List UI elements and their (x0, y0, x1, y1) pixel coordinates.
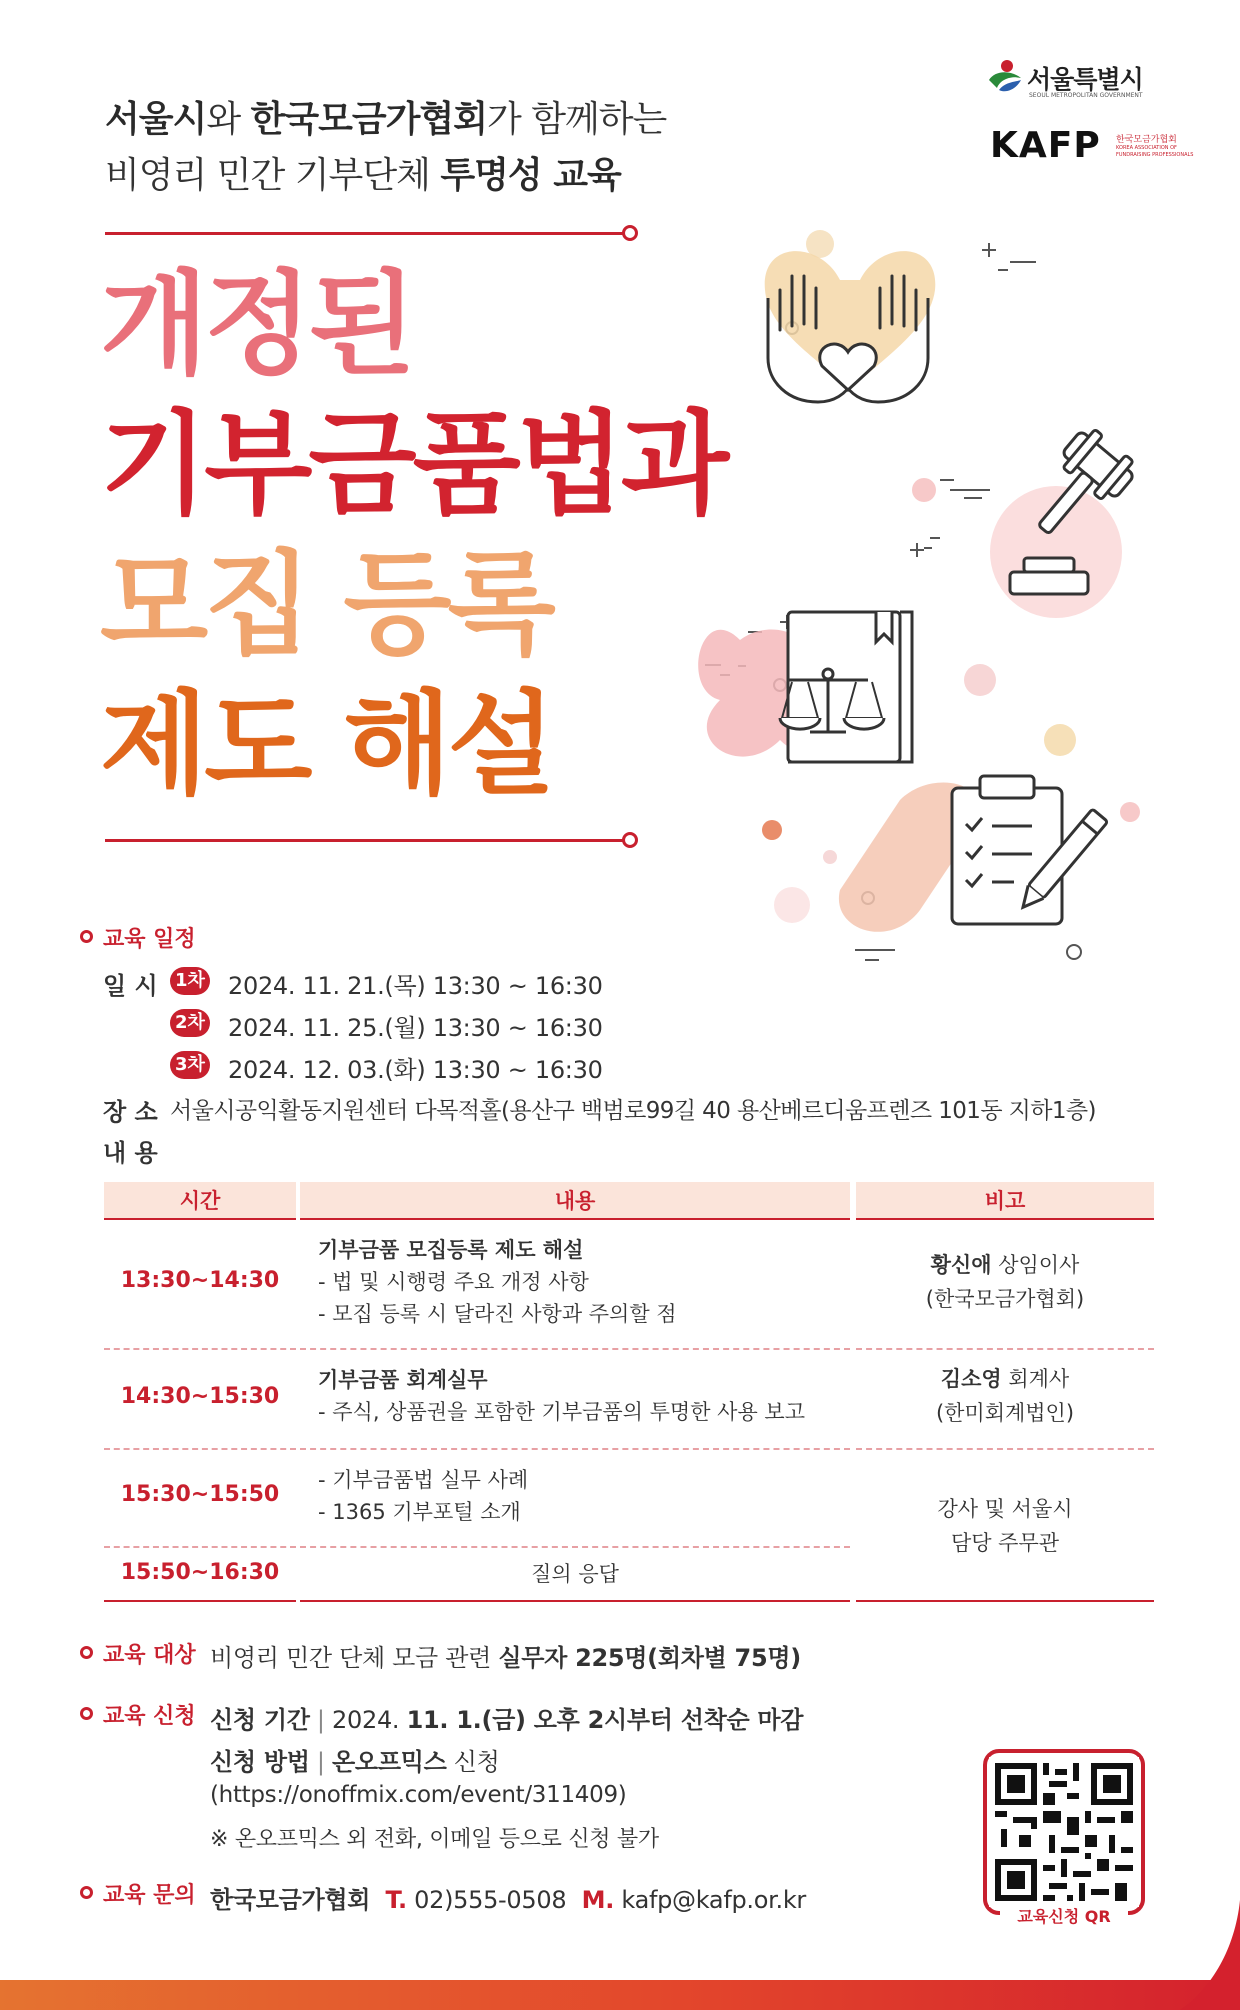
table-row-4-content: 질의 응답 (531, 1562, 619, 1586)
apply-section-dot (80, 1707, 93, 1720)
table-divider (300, 1348, 850, 1350)
decorative-illustration (680, 220, 1200, 980)
contact-info (210, 1880, 806, 1915)
title-top-rule-dot (622, 225, 638, 241)
table-divider (300, 1448, 850, 1450)
schedule-section-dot (80, 930, 93, 943)
table-divider (300, 1546, 850, 1548)
table-row-3-time: 15:30~15:50 (120, 1482, 280, 1507)
table-divider (104, 1546, 296, 1548)
session-date-2: 2024. 11. 25.(월) 13:30 ~ 16:30 (228, 1014, 603, 1042)
kafp-logo (990, 125, 1194, 168)
kafp-logo-ko: 한국모금가협회 (1116, 135, 1177, 145)
qr-caption: 교육신청 QR (1000, 1903, 1128, 1931)
table-bottom-rule (300, 1600, 850, 1602)
subtitle-line-1: 서울시와 한국모금가협회가 함께하는 (105, 99, 667, 140)
table-row-2-title: 기부금품 회계실무 (318, 1368, 488, 1392)
title-top-rule (105, 232, 627, 235)
place-label: 장 소 (103, 1098, 158, 1126)
kafp-logo-en: KOREA ASSOCIATION OF FUNDRAISING PROFESSIONALS (1116, 145, 1194, 158)
table-row-1-item-2: - 모집 등록 시 달라진 사항과 주의할 점 (318, 1302, 677, 1326)
session-badge-3: 3차 (170, 1051, 210, 1079)
seoul-logo-text: 서울특별시 (1027, 65, 1143, 94)
table-shared-note: 강사 및 서울시 담당 주무관 (937, 1497, 1073, 1555)
giving-hands-icon (765, 251, 936, 402)
table-header-content: 내용 (300, 1182, 850, 1220)
target-text: 비영리 민간 단체 모금 관련 실무자 225명(회차별 75명) (210, 1644, 801, 1672)
apply-notice: ※ 온오프믹스 외 전화, 이메일 등으로 신청 불가 (210, 1827, 659, 1852)
seoul-logo (985, 58, 1155, 108)
title-bottom-rule-dot (622, 832, 638, 848)
contact-mail-label: M. (581, 1886, 615, 1914)
schedule-section-title: 교육 일정 (103, 927, 196, 952)
bottom-corner-curve (1180, 1900, 1240, 2010)
table-header-note: 비고 (856, 1182, 1154, 1220)
table-bottom-rule (104, 1600, 296, 1602)
seoul-symbol-icon (985, 58, 1025, 102)
table-divider (856, 1448, 1154, 1450)
title-line-4: 제도 해설 (100, 680, 552, 810)
apply-method: 신청 방법 | 온오프믹스 신청 (210, 1748, 500, 1776)
contact-email-link[interactable]: kafp@kafp.or.kr (621, 1886, 806, 1914)
kafp-logo-mark: KAFP (990, 125, 1101, 166)
law-book-scales-icon (698, 612, 912, 762)
qr-code-icon[interactable] (989, 1757, 1139, 1907)
table-row-1-note: 황신애 상임이사 (한국모금가협회) (925, 1253, 1085, 1311)
bottom-color-bar (0, 1980, 1240, 2010)
apply-period: 신청 기간 | 2024. 11. 1.(금) 오후 2시부터 선착순 마감 (210, 1706, 804, 1734)
title-line-3: 모집 등록 (100, 540, 552, 670)
contact-section-title: 교육 문의 (103, 1883, 196, 1908)
table-row-1-time: 13:30~14:30 (120, 1268, 280, 1293)
gavel-icon (990, 423, 1141, 618)
session-badge-2: 2차 (170, 1009, 210, 1037)
table-row-4-time: 15:50~16:30 (120, 1560, 280, 1585)
title-bottom-rule (105, 839, 627, 842)
title-line-2: 기부금품법과 (100, 400, 726, 530)
place-text: 서울시공익활동지원센터 다목적홀(용산구 백범로99길 40 용산베르디움프렌즈 101동 지하1층) (170, 1098, 1096, 1124)
session-date-1: 2024. 11. 21.(목) 13:30 ~ 16:30 (228, 972, 603, 1000)
date-label: 일 시 (103, 972, 158, 1000)
clipboard-pencil-icon (839, 776, 1108, 932)
session-date-3: 2024. 12. 03.(화) 13:30 ~ 16:30 (228, 1056, 603, 1084)
contact-tel[interactable]: 02)555-0508 (414, 1886, 567, 1914)
contact-org: 한국모금가협회 (210, 1886, 371, 1914)
apply-section-title: 교육 신청 (103, 1704, 196, 1729)
table-row-1-content (318, 1234, 677, 1330)
seoul-logo-en: SEOUL METROPOLITAN GOVERNMENT (1029, 92, 1143, 99)
event-subtitle (105, 92, 666, 204)
table-row-2-item-1: - 주식, 상품권을 포함한 기부금품의 투명한 사용 보고 (318, 1400, 805, 1424)
contact-section-dot (80, 1886, 93, 1899)
session-badge-1: 1차 (170, 967, 210, 995)
apply-url-link[interactable]: (https://onoffmix.com/event/311409) (210, 1782, 627, 1808)
table-bottom-rule (856, 1600, 1154, 1602)
table-row-2-content (318, 1364, 805, 1428)
target-section-title: 교육 대상 (103, 1643, 196, 1668)
table-row-3-content (318, 1464, 528, 1528)
title-line-1: 개정된 (100, 260, 413, 390)
table-header-time: 시간 (104, 1182, 296, 1220)
table-row-3-item-2: - 1365 기부포털 소개 (318, 1500, 521, 1524)
table-row-2-time: 14:30~15:30 (120, 1384, 280, 1409)
target-section-dot (80, 1646, 93, 1659)
subtitle-line-2: 비영리 민간 기부단체 투명성 교육 (105, 155, 621, 196)
table-row-2-note: 김소영 회계사 (한미회계법인) (935, 1367, 1075, 1425)
table-divider (104, 1448, 296, 1450)
content-label: 내 용 (103, 1139, 158, 1167)
table-divider (104, 1348, 296, 1350)
table-row-3-item-1: - 기부금품법 실무 사례 (318, 1468, 529, 1492)
table-row-1-title: 기부금품 모집등록 제도 해설 (318, 1238, 584, 1262)
contact-tel-label: T. (385, 1886, 407, 1914)
qr-code-box[interactable] (983, 1749, 1145, 1915)
table-row-1-item-1: - 법 및 시행령 주요 개정 사항 (318, 1270, 589, 1294)
table-divider (856, 1348, 1154, 1350)
